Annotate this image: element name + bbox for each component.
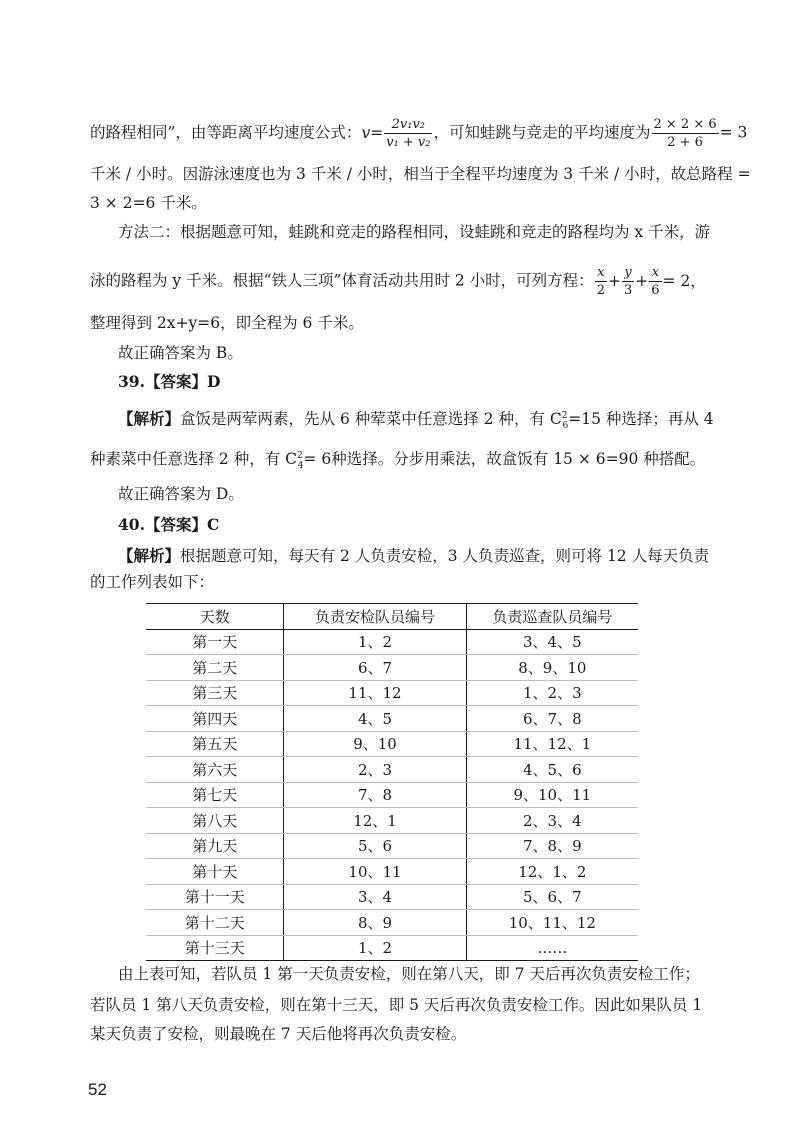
eq-result: = 2，: [662, 271, 706, 290]
header-patrol: 负责巡查队员编号: [466, 604, 638, 630]
formula-v: v: [361, 123, 371, 142]
text-line-5: [90, 264, 706, 299]
average-speed-denominator: 2 + 6: [652, 133, 719, 151]
text-line-13: 【解析】根据题意可知，每天有 2 人负责安检，3 人负责巡查，则可将 12 人每天负责: [118, 546, 710, 565]
table-row: 第十一天 3、4 5、6、7: [146, 884, 638, 910]
text-line-6: 整理得到 2x+y=6，即全程为 6 千米。: [90, 314, 364, 332]
line-5-start: 泳的路程为 y 千米。根据“铁人三项”体育活动共用时 2 小时，可列方程：: [90, 271, 594, 290]
table-row: 第七天 7、8 9、10、11: [146, 782, 638, 808]
table-row: 第三天 11、12 1、2、3: [146, 680, 638, 706]
formula-fraction: [384, 116, 432, 151]
formula-denominator: v₁ + v₂: [386, 135, 431, 150]
text-line-1: [90, 116, 747, 151]
text-line-15: 由上表可知，若队员 1 第一天负责安检，则在第八天，即 7 天后再次负责安检工作；: [118, 965, 700, 983]
text-line-16: 若队员 1 第八天负责安检，则在第十三天，即 5 天后再次负责安检工作。因此如果队员 1: [90, 996, 703, 1014]
line-1-end: = 3: [719, 123, 748, 142]
header-day: 天数: [146, 604, 284, 630]
eq-frac-x-6: $\frac{x}{6}$: [651, 265, 660, 298]
text-line-7: 故正确答案为 B。: [118, 344, 243, 362]
eq-frac-x-2: $\frac{x}{2}$: [596, 265, 605, 298]
eq-frac-y-3: $\frac{y}{3}$: [623, 265, 633, 298]
analysis-label-39: 【解析】: [118, 409, 181, 428]
table-row: 第八天 12、1 2、3、4: [146, 808, 638, 834]
text-line-11: 故正确答案为 D。: [118, 485, 244, 503]
answer-40: 40.【答案】C: [118, 515, 220, 534]
text-line-3: 3 × 2=6 千米。: [90, 194, 207, 212]
analysis-label-40: 【解析】: [118, 546, 181, 565]
schedule-table: [146, 603, 638, 961]
table-row: 第十二天 8、9 10、11、12: [146, 910, 638, 936]
text-line-9: 【解析】盒饭是两荤两素，先从 6 种荤菜中任意选择 2 种，有 $C^2_6=15$ 种选择；再从 4: [118, 409, 714, 432]
table-row: 第五天 9、10 11、12、1: [146, 731, 638, 757]
table-row: 第十天 10、11 12、1、2: [146, 859, 638, 885]
header-security: 负责安检队员编号: [284, 604, 466, 630]
eq-plus-2: +: [635, 271, 649, 290]
formula-average-speed: [361, 117, 433, 150]
text-line-4: 方法二：根据题意可知，蛙跳和竞走的路程相同，设蛙跳和竞走的路程均为 x 千米，游: [118, 223, 711, 241]
formula-equals: =: [370, 123, 384, 142]
text-line-14: 的工作列表如下：: [90, 573, 215, 591]
table-row: 第六天 2、3 4、5、6: [146, 757, 638, 783]
table-row: 第九天 5、6 7、8、9: [146, 833, 638, 859]
equation: [594, 265, 706, 298]
table-row: 第一天 1、2 3、4、5: [146, 629, 638, 655]
table-row: 第十三天 1、2 ……: [146, 935, 638, 961]
text-line-17: 某天负责了安检，则最晚在 7 天后他将再次负责安检。: [90, 1025, 467, 1043]
average-speed-fraction: [652, 116, 719, 151]
line-1-start: 的路程相同”，由等距离平均速度公式：: [90, 123, 362, 142]
table-row: 第四天 4、5 6、7、8: [146, 706, 638, 732]
answer-39: 39.【答案】D: [118, 372, 221, 391]
eq-plus-1: +: [607, 271, 621, 290]
line-1-middle: ，可知蛙跳与竞走的平均速度为: [433, 123, 651, 142]
average-speed-numerator: 2 × 2 × 6: [653, 117, 717, 132]
table-row: 第二天 6、7 8、9、10: [146, 655, 638, 681]
page-number: 52: [88, 1080, 107, 1099]
text-line-10: 种素菜中任意选择 2 种，有 $C^2_4= 6$种选择。分步用乘法，故盒饭有 15 × 6=90 种搭配。: [90, 450, 706, 472]
formula-numerator: 2v₁v₂: [391, 117, 426, 132]
table-header-row: [146, 604, 638, 630]
text-line-2: 千米 / 小时。因游泳速度也为 3 千米 / 小时，相当于全程平均速度为 3 千米 / 小时，故总路程 =: [90, 165, 751, 183]
